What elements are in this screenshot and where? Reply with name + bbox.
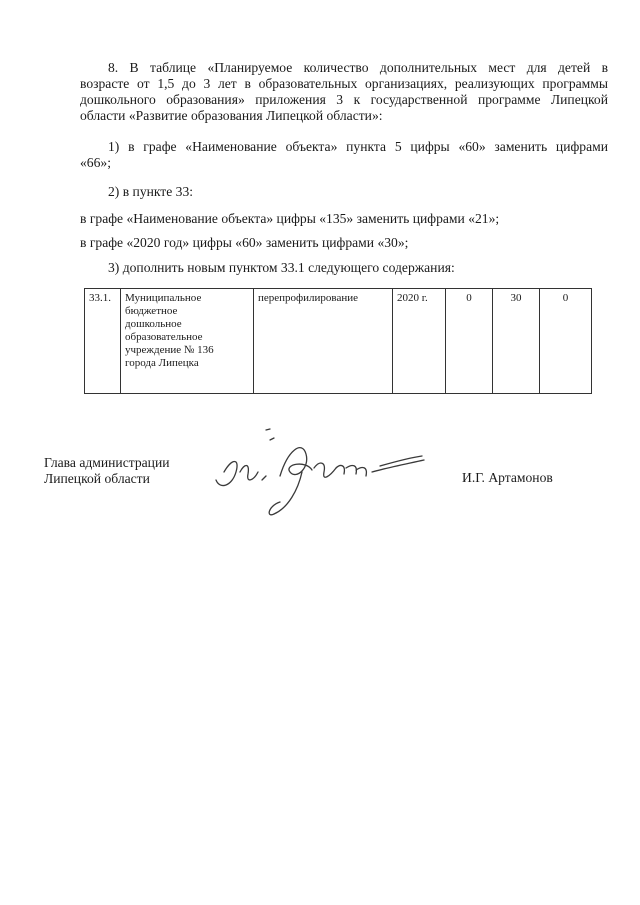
object-name-line: бюджетное xyxy=(125,305,178,317)
signatory-title-line: Липецкой области xyxy=(44,471,150,486)
cell-value-1: 0 xyxy=(446,289,493,394)
inserted-table xyxy=(84,288,592,394)
signatory-title-line: Глава администрации xyxy=(44,455,170,470)
item-1-paragraph xyxy=(80,139,608,171)
item-2a-paragraph: в графе «Наименование объекта» цифры «135» заменить цифрами «21»; xyxy=(80,211,500,226)
object-name-line: города Липецка xyxy=(125,357,199,369)
section-8-line: области «Развитие образования Липецкой области»: xyxy=(80,108,383,123)
cell-value-3: 0 xyxy=(540,289,592,394)
item-1-line: «66»; xyxy=(80,155,111,170)
cell-value-2: 30 xyxy=(493,289,540,394)
table-row xyxy=(85,289,592,394)
section-8-line: возрасте от 1,5 до 3 лет в образовательных организациях, реализующих программы xyxy=(80,76,608,91)
object-name-line: учреждение № 136 xyxy=(125,344,214,356)
section-8-line: 8. В таблице «Планируемое количество дополнительных мест для детей в xyxy=(108,60,608,75)
signatory-title xyxy=(44,455,170,487)
item-1-line: 1) в графе «Наименование объекта» пункта 5 цифры «60» заменить цифрами xyxy=(108,139,608,154)
cell-number: 33.1. xyxy=(85,289,121,394)
object-name-line: дошкольное xyxy=(125,318,182,330)
section-8-line: дошкольного образования» приложения 3 к государственной программе Липецкой xyxy=(80,92,608,107)
item-2-paragraph: 2) в пункте 33: xyxy=(108,184,194,199)
item-3-paragraph: 3) дополнить новым пунктом 33.1 следующего содержания: xyxy=(108,260,455,275)
item-2b-paragraph: в графе «2020 год» цифры «60» заменить цифрами «30»; xyxy=(80,235,409,250)
signatory-name: И.Г. Артамонов xyxy=(462,470,553,485)
section-8-paragraph xyxy=(80,60,608,124)
object-name-line: образовательное xyxy=(125,331,203,343)
handwritten-signature xyxy=(210,410,430,530)
cell-type: перепрофилирование xyxy=(254,289,393,394)
object-name-line: Муниципальное xyxy=(125,292,202,304)
cell-year: 2020 г. xyxy=(393,289,446,394)
cell-object-name xyxy=(121,289,254,394)
